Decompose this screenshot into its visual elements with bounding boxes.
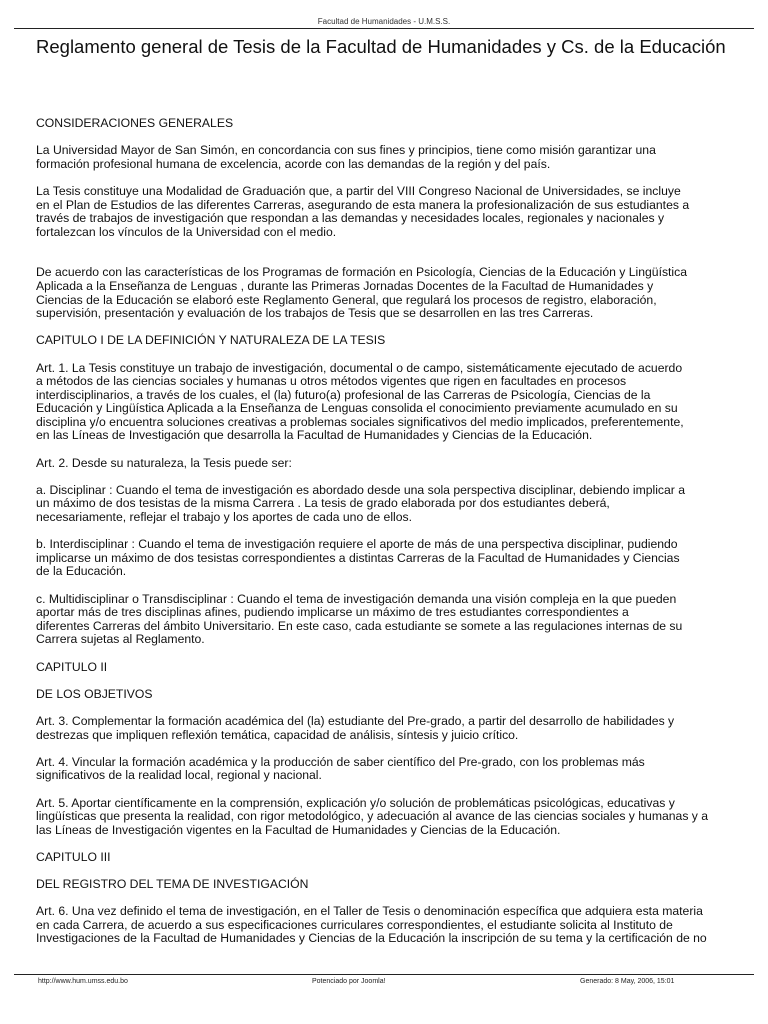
document-title: Reglamento general de Tesis de la Facultad de Humanidades y Cs. de la Educación <box>36 36 726 57</box>
footer-url-link[interactable]: http://www.hum.umss.edu.bo <box>38 978 128 985</box>
page-header: Facultad de Humanidades - U.M.S.S. <box>317 17 451 26</box>
article-1: Art. 1. La Tesis constituye un trabajo de investigación, documental o de campo, sistemáticamente ejecutado de acuerdo a métodos de las ciencias sociales y humanas u otros métodos vigentes que rigen en facultades en procesos interdisciplinarios, a través de los cuales, el (la) futuro(a) profesional de las Carreras de Psicología, Ciencias de la Educación y Lingüística Aplicada a la Enseñanza de Lenguas consolida el conocimiento previamente acumulado en su disciplina y/o encuentra soluciones creativas a problemas sociales significativos del medio implicados, preferentemente, en las Líneas de Investigación que desarrolla la Facultad de Humanidades y Ciencias de la Educación. <box>36 360 684 443</box>
footer-divider <box>14 974 754 975</box>
paragraph-tesis-modalidad: La Tesis constituye una Modalidad de Graduación que, a partir del VIII Congreso Nacional de Universidades, se incluye en el Plan de Estudios de las diferentes Carreras, asegurando de esta manera la profesionalización de sus estudiantes a través de trabajos de investigación que respondan a las demandas y necesidades locales, regionales y nacionales y fortalezcan los vínculos de la Universidad con el medio. <box>36 183 690 239</box>
article-2: Art. 2. Desde su naturaleza, la Tesis puede ser: <box>36 455 292 470</box>
document-body <box>36 117 758 960</box>
paragraph-mision: La Universidad Mayor de San Simón, en concordancia con sus fines y principios, tiene como misión garantizar una formación profesional humana de excelencia, acorde con las demandas de la región y del país. <box>36 143 656 171</box>
chapter-heading-1: CAPITULO I DE LA DEFINICIÓN Y NATURALEZA DE LA TESIS <box>36 333 386 348</box>
paragraph-programas: De acuerdo con las características de los Programas de formación en Psicología, Ciencias de la Educación y Lingüística Aplicada a la Enseñanza de Lenguas , durante las Primeras Jornadas Docentes de la Facultad de Humanidades y Ciencias de la Educación se elaboró este Reglamento General, que regulará los procesos de registro, elaboración, supervisión, presentación y evaluación de los trabajos de Tesis que se desarrollen en las tres Carreras. <box>36 265 688 321</box>
chapter-subheading-objetivos: DE LOS OBJETIVOS <box>36 686 153 701</box>
article-5: Art. 5. Aportar científicamente en la comprensión, explicación y/o solución de problemáticas psicológicas, educativas y lingüísticas que presenta la realidad, con rigor metodológico, y adecuación al avance de las ciencias sociales y humanas y a las Líneas de Investigación vigentes en la Facultad de Humanidades y Ciencias de la Educación. <box>36 795 709 837</box>
chapter-subheading-registro: DEL REGISTRO DEL TEMA DE INVESTIGACIÓN <box>36 877 309 892</box>
article-2-item-b: b. Interdisciplinar : Cuando el tema de investigación requiere el aporte de más de una perspectiva disciplinar, pudiendo implicarse un máximo de dos tesistas correspondientes a distintas Carreras de la Facultad de Humanidades y Ciencias de la Educación. <box>36 537 680 579</box>
header-divider <box>14 28 754 29</box>
article-6: Art. 6. Una vez definido el tema de investigación, en el Taller de Tesis o denominación específica que adquiera esta materia en cada Carrera, de acuerdo a sus especificaciones curriculares correspondientes, el estudiante solicita al Instituto de Investigaciones de la Facultad de Humanidades y Ciencias de la Educación la inscripción de su tema y la certificación de no <box>36 904 707 946</box>
article-4: Art. 4. Vincular la formación académica y la producción de saber científico del Pre-grado, con los problemas más significativos de la realidad local, regional y nacional. <box>36 754 645 783</box>
footer-generated-date: Generado: 8 May, 2006, 15:01 <box>580 978 675 985</box>
article-3: Art. 3. Complementar la formación académica del (la) estudiante del Pre-grado, a partir del desarrollo de habilidades y destrezas que impliquen reflexión temática, capacidad de análisis, síntesis y juicio crítico. <box>36 713 675 742</box>
footer-powered-by: Potenciado por Joomla! <box>312 978 386 985</box>
article-2-item-a: a. Disciplinar : Cuando el tema de investigación es abordado desde una sola perspectiva disciplinar, debiendo implicar a un máximo de dos tesistas de la misma Carrera . La tesis de grado elaborada por dos estudiantes deberá, necesariamente, reflejar el trabajo y los aportes de cada uno de ellos. <box>36 482 686 525</box>
chapter-heading-3: CAPITULO III <box>36 849 111 864</box>
article-2-item-c: c. Multidisciplinar o Transdisciplinar : Cuando el tema de investigación demanda una visión compleja en la que pueden aportar más de tres disciplinas afines, pudiendo implicarse un máximo de tres estudiantes correspondientes a diferentes Carreras del ámbito Universitario. En este caso, cada estudiante se somete a las regulaciones internas de su Carrera sujetas al Reglamento. <box>36 591 683 647</box>
section-heading-consideraciones: CONSIDERACIONES GENERALES <box>36 116 234 130</box>
chapter-heading-2: CAPITULO II <box>36 659 108 674</box>
